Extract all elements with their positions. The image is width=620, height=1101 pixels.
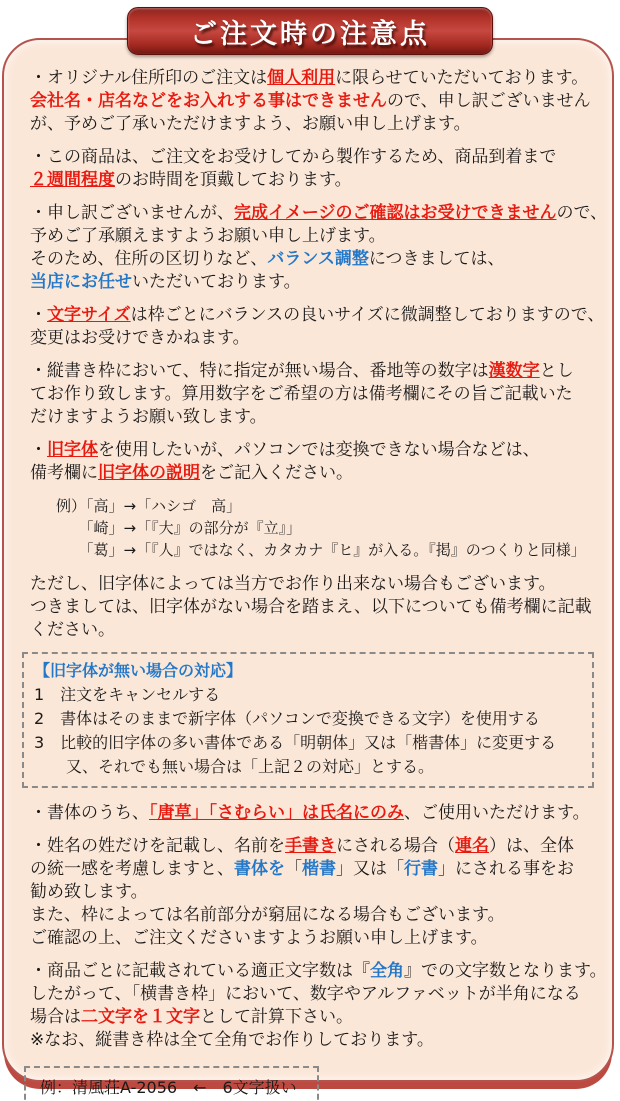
text-span: ・書体のうち、: [30, 803, 149, 823]
notes-panel: [2, 38, 614, 1097]
text-line: [30, 858, 602, 881]
text-span: だけますようお願い致します。: [30, 407, 267, 427]
text-span: 「崎」→「『大』の部分が『立』」: [56, 519, 302, 537]
text-line: [56, 539, 602, 561]
para-character-count: [30, 960, 607, 1052]
text-line: [30, 90, 602, 113]
highlight-text: 漢数字: [488, 361, 540, 381]
text-span: につきましては、: [368, 249, 505, 269]
text-line: [30, 573, 602, 596]
highlight-text: 二文字を１文字: [81, 1007, 200, 1027]
text-line: [30, 960, 607, 983]
highlight-text: 手書き: [285, 836, 336, 856]
text-span: 「: [285, 859, 302, 879]
text-span: を使用したいが、パソコンでは変換できない場合などは、: [98, 440, 540, 460]
text-span: 」: [438, 859, 455, 879]
text-line: [30, 225, 602, 248]
para-kyujitai: [30, 439, 602, 485]
highlight-text: 旧字体: [47, 440, 98, 460]
text-span: 例）「高」→「ハシゴ 高」: [56, 497, 242, 515]
text-line: [30, 1006, 602, 1029]
text-span: ・: [30, 440, 47, 460]
text-line: [30, 327, 602, 350]
text-span: とし: [539, 361, 574, 381]
text-span: は枠ごとにバランスの良いサイズに微調整しておりますので、: [130, 305, 605, 325]
box-character-count-example: [24, 1066, 319, 1101]
highlight-text: 【旧字体が無い場合の対応】: [34, 661, 243, 680]
text-span: ・商品ごとに記載されている適正文字数は『: [30, 961, 370, 981]
text-span: 変更はお受けできかねます。: [30, 328, 250, 348]
highlight-text: 文字サイズ: [47, 305, 131, 325]
highlight-text: バランス調整: [267, 249, 369, 269]
highlight-text: 全角: [370, 961, 404, 981]
text-span: 、ご使用いただけます。: [404, 803, 590, 823]
text-span: また、枠によっては名前部分が窮屈になる場合もございます。: [30, 905, 505, 925]
highlight-text: 個人利用: [267, 68, 336, 88]
text-span: したがって、「横書き枠」において、数字やアルファベットが半角になる: [30, 984, 581, 1004]
text-line: [34, 659, 582, 683]
text-line: [40, 1076, 297, 1099]
para-kyujitai-limitation: [30, 573, 602, 642]
text-span: 予めご了承願えますようお願い申し上げます。: [30, 226, 386, 246]
text-span: として計算下さい。: [200, 1007, 353, 1027]
text-line: [30, 169, 602, 192]
para-production-time: [30, 146, 602, 192]
text-line: [34, 755, 582, 779]
text-span: ）は、全体: [489, 836, 574, 856]
text-line: [34, 731, 582, 755]
text-span: をご記入ください。: [200, 463, 353, 483]
highlight-text: 会社名・店名などをお入れする事はできません: [30, 91, 387, 111]
text-span: のお時間を頂戴しております。: [115, 170, 352, 190]
text-span: つきましては、旧字体がない場合を踏まえ、以下についても備考欄に記載: [30, 597, 592, 617]
text-line: [30, 904, 602, 927]
text-span: 場合は: [30, 1007, 81, 1027]
text-span: 』での文字数となります。: [404, 961, 607, 981]
highlight-text: 「唐草」「さむらい」は氏名にのみ: [149, 803, 404, 823]
text-span: 3 比較的旧字体の多い書体である「明朝体」又は「楷書体」に変更する: [34, 733, 557, 752]
text-line: [30, 304, 605, 327]
text-span: 勧め致します。: [30, 882, 148, 902]
text-span: に限らせていただいております。: [335, 68, 589, 88]
highlight-text: 旧字体の説明: [98, 463, 200, 483]
example-kyujitai: [56, 495, 602, 561]
para-handwritten-name: [30, 835, 602, 950]
text-span: ・申し訳ございませんが、: [30, 203, 234, 223]
text-span: ・縦書き枠において、特に指定が無い場合、番地等の数字は: [30, 361, 489, 381]
highlight-text: 楷書: [302, 859, 336, 879]
text-line: [30, 113, 602, 136]
text-span: てお作り致します。算用数字をご希望の方は備考欄にその旨ご記載いた: [30, 384, 573, 404]
text-span: にされる事をお: [455, 859, 574, 879]
text-line: [56, 495, 602, 517]
text-line: [30, 202, 608, 225]
text-span: 備考欄に: [30, 463, 98, 483]
highlight-text: 連名: [455, 836, 489, 856]
para-font-restriction: [30, 802, 602, 825]
text-span: の統一感を考慮しますと、: [30, 859, 234, 879]
text-line: [30, 439, 602, 462]
page-title: ご注文時の注意点: [190, 18, 430, 50]
text-line: [30, 360, 602, 383]
text-span: が、予めご了承いただけますよう、お願い申し上げます。: [30, 114, 471, 134]
text-span: いただいております。: [132, 272, 301, 292]
text-line: [30, 881, 602, 904]
text-span: ご確認の上、ご注文くださいますようお願い申し上げます。: [30, 928, 488, 948]
para-kanji-numerals: [30, 360, 602, 429]
para-personal-use-only: [30, 67, 602, 136]
text-line: [30, 383, 602, 406]
text-span: ※なお、縦書き枠は全て全角でお作りしております。: [30, 1030, 434, 1050]
text-span: 」又は「: [336, 859, 404, 879]
text-line: [30, 983, 602, 1006]
text-span: にされる場合（: [336, 836, 455, 856]
highlight-text: 完成イメージのご確認はお受けできません: [234, 203, 557, 223]
text-line: [30, 1029, 602, 1052]
text-span: 1 注文をキャンセルする: [34, 685, 221, 704]
box-kyujitai-fallback: [22, 652, 594, 788]
text-line: [30, 248, 602, 271]
para-font-size: [30, 304, 605, 350]
text-line: [34, 683, 582, 707]
text-line: [30, 596, 602, 619]
text-line: [30, 462, 602, 485]
text-span: ・姓名の姓だけを記載し、名前を: [30, 836, 285, 856]
text-span: ください。: [30, 620, 115, 640]
text-span: ので、申し訳ございません: [387, 91, 591, 111]
text-span: 「葛」→「『人』ではなく、カタカナ『ヒ』が入る。『掲』のつくりと同様」: [56, 541, 586, 559]
text-line: [30, 67, 602, 90]
text-span: 例：清風荘A-2056 ← 6文字扱い: [40, 1078, 297, 1097]
text-line: [30, 619, 602, 642]
highlight-text: ２週間程度: [30, 170, 115, 190]
text-line: [30, 271, 602, 294]
text-line: [30, 146, 602, 169]
text-span: 又、それでも無い場合は「上記２の対応」とする。: [34, 757, 435, 776]
text-line: [34, 707, 582, 731]
text-span: そのため、住所の区切りなど、: [30, 249, 268, 269]
text-span: ・: [30, 305, 47, 325]
text-span: ただし、旧字体によっては当方でお作り出来ない場合もございます。: [30, 574, 556, 594]
text-line: [30, 802, 602, 825]
text-span: 2 書体はそのままで新字体（パソコンで変換できる文字）を使用する: [34, 709, 540, 728]
highlight-text: 当店にお任せ: [30, 272, 132, 292]
text-line: [30, 835, 602, 858]
para-no-preview: [30, 202, 608, 294]
content-area: [4, 40, 612, 1101]
text-span: ので、: [556, 203, 608, 223]
text-line: [30, 406, 602, 429]
text-line: [56, 517, 602, 539]
highlight-text: 書体を: [234, 859, 285, 879]
text-span: ・オリジナル住所印のご注文は: [30, 68, 268, 88]
text-span: ・この商品は、ご注文をお受けしてから製作するため、商品到着まで: [30, 147, 557, 167]
text-line: [30, 927, 602, 950]
highlight-text: 行書: [404, 859, 438, 879]
title-banner: [127, 7, 493, 55]
